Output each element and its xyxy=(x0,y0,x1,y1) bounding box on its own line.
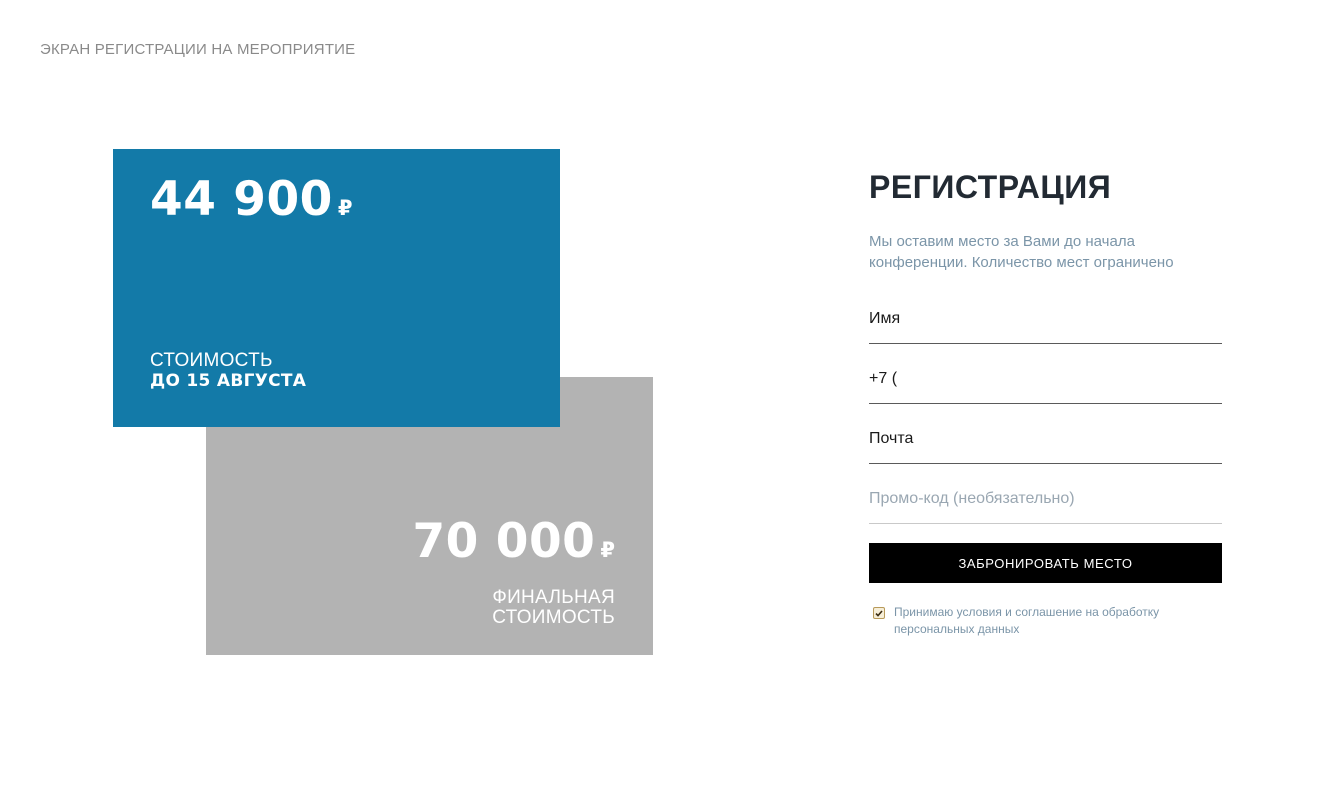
form-subtitle: Мы оставим место за Вами до начала конференции. Количество мест ограничено xyxy=(869,233,1174,271)
early-price-value: 44 900 xyxy=(150,172,333,227)
final-price-caption xyxy=(492,588,615,628)
early-price-currency: ₽ xyxy=(337,196,353,220)
early-caption-line2: ДО 15 АВГУСТА xyxy=(150,371,307,391)
promo-code-input[interactable] xyxy=(869,482,1222,524)
early-price-row xyxy=(150,171,353,229)
final-price-currency: ₽ xyxy=(600,538,615,562)
book-seat-button[interactable]: ЗАБРОНИРОВАТЬ МЕСТО xyxy=(869,543,1222,583)
consent-row xyxy=(869,604,1222,638)
checkmark-icon xyxy=(875,610,883,617)
early-price-caption xyxy=(150,351,306,391)
final-price-value: 70 000 xyxy=(412,514,596,569)
form-fields xyxy=(869,302,1222,524)
name-input[interactable] xyxy=(869,302,1222,344)
final-caption-line1: ФИНАЛЬНАЯ xyxy=(492,587,615,608)
final-price-row xyxy=(412,513,615,571)
final-caption-line2: СТОИМОСТЬ xyxy=(492,607,615,628)
form-title: РЕГИСТРАЦИЯ xyxy=(869,169,1112,205)
consent-checkbox[interactable] xyxy=(873,607,885,619)
screen-label: ЭКРАН РЕГИСТРАЦИИ НА МЕРОПРИЯТИЕ xyxy=(40,41,356,58)
early-caption-line1: СТОИМОСТЬ xyxy=(150,350,273,371)
registration-form xyxy=(869,165,1222,638)
phone-input[interactable] xyxy=(869,362,1222,404)
early-price-card xyxy=(113,149,560,427)
consent-text: Принимаю условия и соглашение на обработку персональных данных xyxy=(894,605,1160,636)
email-input[interactable] xyxy=(869,422,1222,464)
